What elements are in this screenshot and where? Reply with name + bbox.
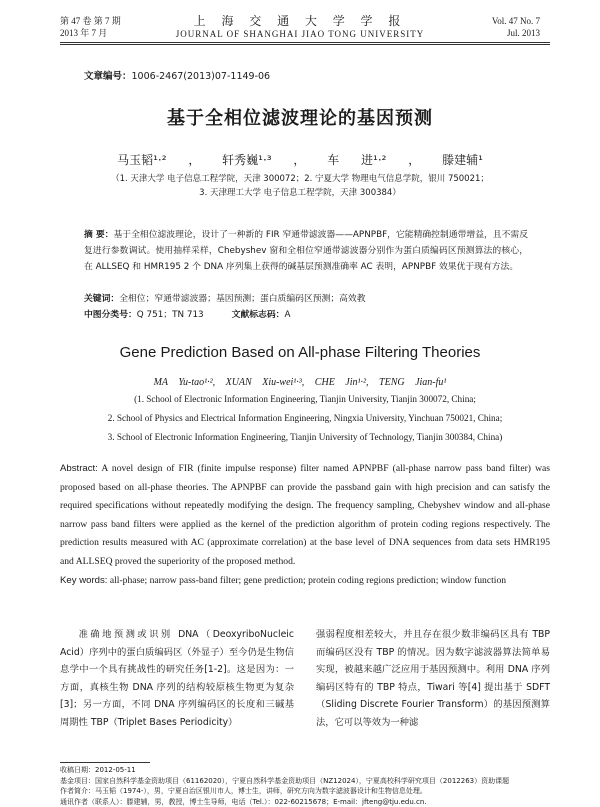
footnote-contact: 通讯作者（联系人）：滕建辅，男，教授，博士生导师，电话（Tel.）：022-60215678；E-mail：jfteng@tju.edu.cn. [60, 797, 427, 806]
abstract-en-label: Abstract: [60, 463, 98, 474]
affiliation-en-2: 2. School of Physics and Electrical Information Engineering, Ningxia University, Yinchuan 750021, China; [107, 413, 503, 423]
journal-name-en: JOURNAL OF SHANGHAI JIAO TONG UNIVERSITY [175, 29, 425, 39]
abstract-en [60, 460, 550, 571]
header-center [150, 12, 450, 39]
volume-cn: 第 47 卷 第 7 期 [60, 16, 121, 26]
abstract-en-text: A novel design of FIR (finite impulse response) filter named APNPBF (all-phase narrow pass band filter) was proposed based on all-phase theories. The APNPBF can provide the passband gain with high precision and can satisfy the required specifications without repeatedly modifying the design. The frequency sampling, Chebyshev window and all-phase narrow pass band filters were applied as the kernel of the prediction algorithm of protein coding regions respectively. The prediction results measured with AC (approximate correlation) at the base level of DNA sequences from data sets HMR195 and ALLSEQ proved the superiority of the proposed method. [60, 463, 550, 567]
date-en: Jul. 2013 [506, 28, 540, 38]
article-number [84, 68, 270, 82]
keywords-cn-text: 全相位；窄通带滤波器；基因预测；蛋白质编码区预测；高效教 [119, 294, 366, 304]
header-left [60, 15, 121, 39]
header-rule-double [60, 44, 550, 45]
footnotes [60, 765, 550, 807]
footnote-author: 作者简介：马玉韬（1974-），男，宁夏自治区银川市人，博士生，讲师，研究方向为数字滤波器设计和生物信息处理。 [60, 787, 427, 795]
title-cn: 基于全相位滤波理论的基因预测 [167, 108, 433, 129]
class-value: Q 751；TN 713 [136, 310, 204, 320]
body-column-right: 强弱程度相差较大，并且存在很少数非编码区具有 TBP 而编码区没有 TBP 的情况。因为数字滤波器算法简单易实现，被越来越广泛应用于基因预测中。利用 DNA 序列编码区特有的 TBP 特点，Tiwari 等[4] 提出基于 SDFT（Sliding Discrete Fourier Transform）的基因预测算法，它可以等效为一种滤 [316, 629, 550, 728]
article-number-label: 文章编号： [84, 71, 132, 82]
doc-code-value: A [284, 310, 291, 320]
article-number-value: 1006-2467(2013)07-1149-06 [131, 71, 271, 82]
affiliation-cn-1: （1. 天津大学 电子信息工程学院，天津 300072；2. 宁夏大学 物理电气信息学院，银川 750021； [111, 174, 489, 184]
abstract-cn-text: 基于全相位滤波理论，设计了一种新的 FIR 窄通带滤波器——APNPBF，它能精确控制通带增益，且不需反复进行参数调试。使用抽样采样，Chebyshev 窗和全相位窄通带滤波器分别作为蛋白质编码区预测算法的核心，在 ALLSEQ 和 HMR195 2 个 DNA 序列集上获得的碱基层预测准确率 AC 表明，APNPBF 效果优于现有方法。 [84, 230, 528, 272]
volume-en: Vol. 47 No. 7 [491, 16, 540, 26]
keywords-cn [84, 291, 528, 307]
abstract-cn-label: 摘 要： [84, 230, 114, 240]
keywords-en-label: Key words: [60, 575, 108, 586]
authors-en: MA Yu-tao¹·², XUAN Xiu-wei¹·³, CHE Jin¹·², TENG Jian-fu¹ [153, 377, 447, 388]
classification [84, 307, 290, 320]
authors-cn: 马玉韬¹·² ， 轩秀巍¹·³ ， 车 进¹·² ， 滕建辅¹ [117, 153, 483, 167]
class-label: 中图分类号： [84, 310, 137, 320]
header-right [492, 15, 540, 39]
title-en: Gene Prediction Based on All-phase Filtering Theories [119, 344, 481, 361]
affiliation-cn-2: 3. 天津理工大学 电子信息工程学院，天津 300384） [199, 188, 401, 198]
keywords-en-text: all-phase; narrow pass-band filter; gene prediction; protein coding regions prediction; window function [109, 575, 507, 586]
footnote-funding: 基金项目：国家自然科学基金资助项目（61162020），宁夏自然科学基金资助项目（NZ12024），宁夏高校科学研究项目（2012263）资助课题 [60, 776, 510, 785]
date-cn: 2013 年 7 月 [60, 28, 108, 38]
header-rule [60, 42, 550, 43]
journal-name-cn: 上 海 交 通 大 学 学 报 [193, 14, 407, 28]
footnote-rule [60, 762, 150, 763]
abstract-cn [84, 227, 528, 275]
footnote-received: 收稿日期：2012-05-11 [60, 766, 136, 774]
affiliation-en-1: (1. School of Electronic Information Engineering, Tianjin University, Tianjin 300072, China; [134, 394, 476, 404]
doc-code-label: 文献标志码： [231, 310, 285, 320]
affiliation-en-3: 3. School of Electronic Information Engineering, Tianjin University of Technology, Tianjin 300384, China) [107, 432, 503, 442]
keywords-cn-label: 关键词： [84, 294, 120, 304]
keywords-en [60, 572, 550, 590]
body-column-left: 准确地预测或识别 DNA（DeoxyriboNucleic Acid）序列中的蛋白质编码区（外显子）至今仍是生物信息学中一个具有挑战性的研究任务[1-2]。这是因为：一方面，真核生物 DNA 序列的结构较原核生物更为复杂[3]；另一方面，不同 DNA 序列编码区的长度和三碱基周期性 TBP（Triplet Bases Periodicity） [60, 629, 294, 728]
